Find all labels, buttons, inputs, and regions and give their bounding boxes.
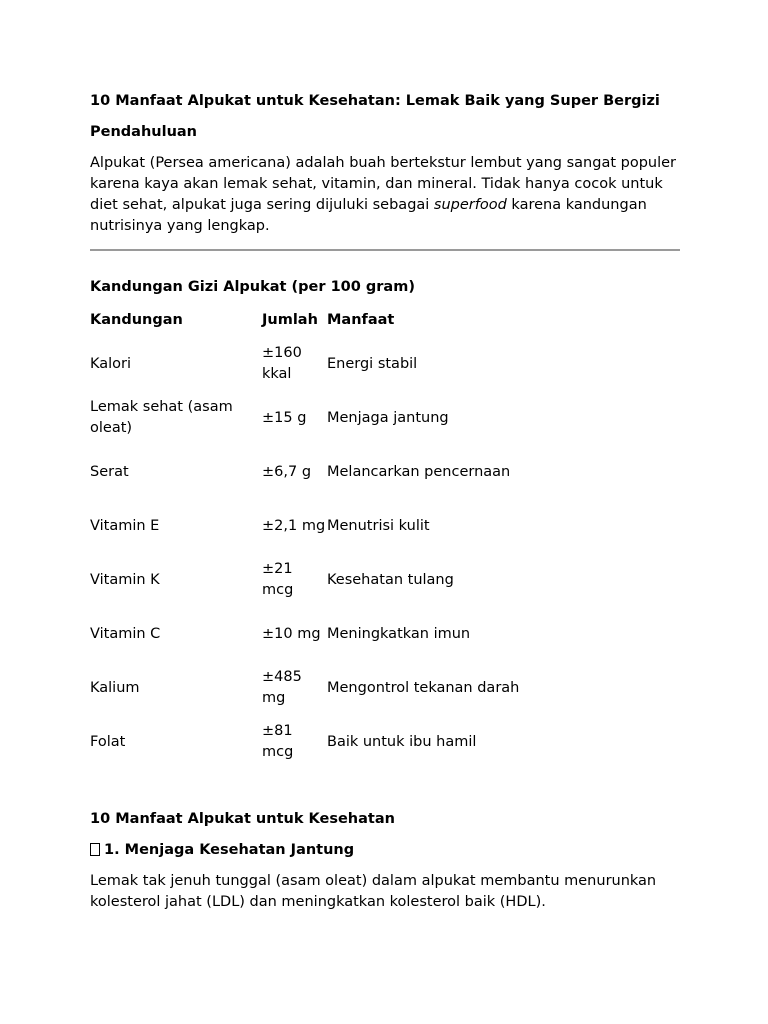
nutrient-amount: ±485 mg [262,669,302,706]
benefit-heading-text: 1. Menjaga Kesehatan Jantung [104,842,355,858]
table-row [90,451,527,505]
nutrient-benefit: Melancarkan pencernaan [327,463,511,480]
table-header-row [90,310,527,343]
table-row [90,721,527,775]
nutrient-benefit: Baik untuk ibu hamil [327,733,477,750]
document-page [90,91,680,925]
nutrient-benefit: Kesehatan tulang [327,571,454,588]
table-row [90,613,527,667]
nutrient-name: Folat [90,733,126,750]
intro-paragraph [90,153,680,237]
nutrient-benefit: Meningkatkan imun [327,625,471,642]
table-row [90,397,527,451]
nutrient-amount: ±10 mg [262,625,321,642]
page-title: 10 Manfaat Alpukat untuk Kesehatan: Lemak Baik yang Super Bergizi [90,93,660,109]
horizontal-divider [90,249,680,251]
nutrient-benefit: Energi stabil [327,355,418,372]
nutrient-amount: ±2,1 mg [262,517,326,534]
intro-text-italic: superfood [433,197,507,213]
nutrient-amount: ±15 g [262,409,307,426]
table-row [90,559,527,613]
intro-text-end: karena kandungan nutrisinya yang lengkap. [90,197,647,234]
column-header-jumlah: Jumlah [262,312,318,328]
nutrient-benefit: Mengontrol tekanan darah [327,679,520,696]
nutrient-amount: ±81 mcg [262,723,294,760]
nutrient-benefit: Menutrisi kulit [327,517,430,534]
column-header-manfaat: Manfaat [327,312,395,328]
nutrient-name: Vitamin E [90,517,160,534]
table-row [90,343,527,397]
nutrient-name: Vitamin K [90,571,160,588]
nutrition-table [90,310,527,775]
benefits-heading: 10 Manfaat Alpukat untuk Kesehatan [90,811,395,827]
nutrient-amount: ±21 mcg [262,561,294,598]
nutrient-amount: ±6,7 g [262,463,312,480]
table-row [90,667,527,721]
nutrient-name: Lemak sehat (asam oleat) [90,399,233,436]
missing-glyph-icon [90,843,100,856]
benefit-heading [90,840,680,861]
nutrient-name: Vitamin C [90,625,161,642]
nutrient-name: Serat [90,463,129,480]
nutrient-benefit: Menjaga jantung [327,409,449,426]
intro-text-start: Alpukat (Persea americana) adalah buah bertekstur lembut yang sangat populer karena kaya akan lemak sehat, vitamin, dan mineral. Tidak hanya cocok untuk diet sehat, alpukat juga sering dijuluki sebagai [90,155,677,213]
column-header-kandungan: Kandungan [90,312,183,328]
nutrient-amount: ±160 kkal [262,345,302,382]
benefit-paragraph: Lemak tak jenuh tunggal (asam oleat) dalam alpukat membantu menurunkan kolesterol jahat (LDL) dan meningkatkan kolesterol baik (HDL). [90,873,657,910]
intro-heading: Pendahuluan [90,124,197,140]
nutrient-name: Kalori [90,355,132,372]
nutrition-heading: Kandungan Gizi Alpukat (per 100 gram) [90,279,415,295]
table-row [90,505,527,559]
nutrient-name: Kalium [90,679,140,696]
